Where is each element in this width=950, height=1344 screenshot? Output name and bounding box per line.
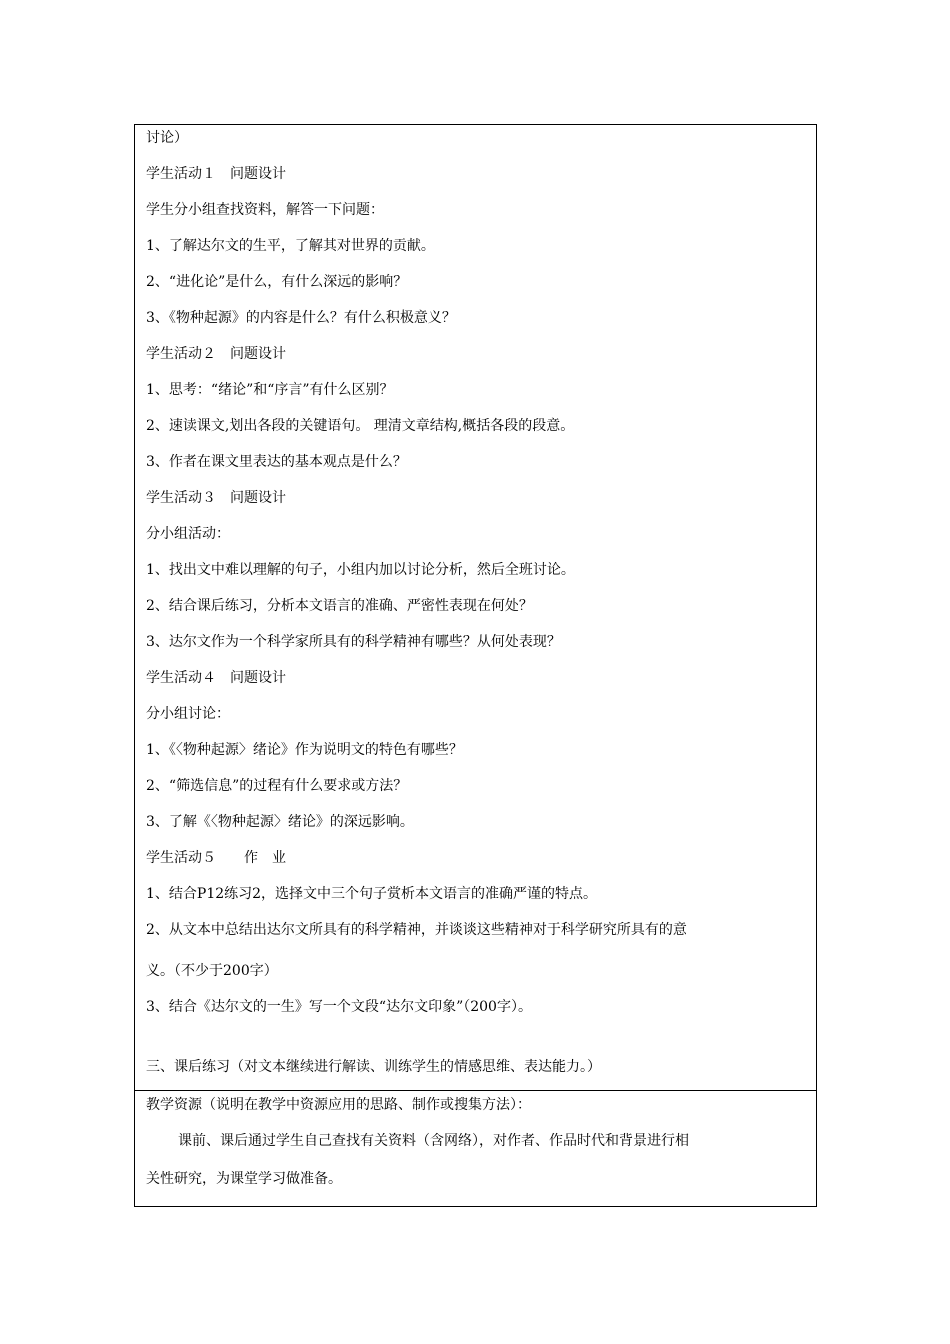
homework-item: 3、结合《达尔文的一生》写一个文段“达尔文印象”（200字）。 <box>146 999 532 1015</box>
question-item: 2、“筛选信息”的过程有什么要求或方法？ <box>146 778 408 794</box>
question-item: 1、思考：“绪论”和“序言”有什么区别？ <box>146 382 394 398</box>
question-item: 1、找出文中难以理解的句子，小组内加以讨论分析，然后全班讨论。 <box>146 562 575 578</box>
text-line: 讨论） <box>146 130 188 146</box>
teaching-resources-cell <box>134 1090 817 1207</box>
resources-body-line: 课前、课后通过学生自己查找有关资料（含网络），对作者、作品时代和背景进行相 <box>178 1133 689 1149</box>
activity-heading: 学生活动３ 问题设计 <box>146 490 286 506</box>
question-item: 3、作者在课文里表达的基本观点是什么？ <box>146 454 407 470</box>
question-item: 3、达尔文作为一个科学家所具有的科学精神有哪些？从何处表现？ <box>146 634 561 650</box>
activity-heading: 学生活动２ 问题设计 <box>146 346 286 362</box>
activity-heading: 学生活动５ 作 业 <box>146 850 286 866</box>
question-item: 2、“进化论”是什么，有什么深远的影响？ <box>146 274 408 290</box>
resources-heading: 教学资源（说明在教学中资源应用的思路、制作或搜集方法）： <box>146 1097 531 1113</box>
text-line: 分小组活动： <box>146 526 230 542</box>
text-line: 学生分小组查找资料，解答一下问题： <box>146 202 384 218</box>
resources-body-line: 关性研究，为课堂学习做准备。 <box>146 1171 342 1187</box>
question-item: 1、了解达尔文的生平，了解其对世界的贡献。 <box>146 238 435 254</box>
section-heading: 三、课后练习（对文本继续进行解读、训练学生的情感思维、表达能力。） <box>146 1059 601 1075</box>
question-item: 3、《物种起源》的内容是什么？有什么积极意义？ <box>146 310 456 326</box>
activity-heading: 学生活动１ 问题设计 <box>146 166 286 182</box>
activity-heading: 学生活动４ 问题设计 <box>146 670 286 686</box>
homework-item: 1、结合P12练习2，选择文中三个句子赏析本文语言的准确严谨的特点。 <box>146 886 598 902</box>
homework-item: 2、从文本中总结出达尔文所具有的科学精神，并谈谈这些精神对于科学研究所具有的意 <box>146 922 687 938</box>
question-item: 2、结合课后练习，分析本文语言的准确、严密性表现在何处？ <box>146 598 533 614</box>
question-item: 2、速读课文,划出各段的关键语句。 理清文章结构,概括各段的段意。 <box>146 418 575 434</box>
question-item: 3、了解《〈物种起源〉绪论》的深远影响。 <box>146 814 414 830</box>
text-line: 分小组讨论： <box>146 706 230 722</box>
lesson-activities-cell <box>134 124 817 1091</box>
homework-item-continued: 义。（不少于200字） <box>146 963 278 979</box>
question-item: 1、《〈物种起源〉绪论》作为说明文的特色有哪些？ <box>146 742 463 758</box>
